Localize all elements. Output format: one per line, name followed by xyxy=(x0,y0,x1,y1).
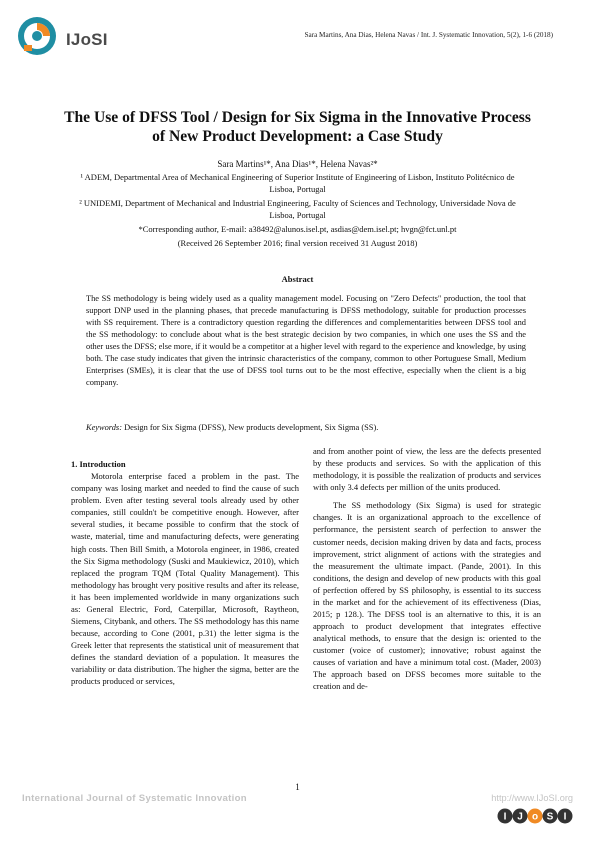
footer-url[interactable]: http://www.IJoSI.org xyxy=(491,793,573,803)
corresponding-author: *Corresponding author, E-mail: a38492@alunos.isel.pt, asdias@dem.isel.pt; hvgn@fct.unl.pt xyxy=(138,224,457,234)
author-list: Sara Martins¹*, Ana Dias¹*, Helena Navas²* xyxy=(217,159,378,169)
left-column xyxy=(71,458,299,687)
right-column xyxy=(313,445,541,693)
keywords-label: Keywords: xyxy=(86,423,122,432)
section-heading-introduction: 1. Introduction xyxy=(71,459,126,469)
footer-logo-letter: J xyxy=(517,811,523,823)
footer-logo-icon xyxy=(497,806,573,826)
body-paragraph: Motorola enterprise faced a problem in the past. The company was losing market and needed to find the cause of such problem. Even after testing several tools already used by other companies, still couldn't be competitive enough. However, after several studies, it became possible to confirm that the stock of waste, material, time and manufacturing defects, were generating high costs. Then Bill Smith, a Motorola engineer, in 1986, created the Six Sigma methodology (Suski and Maukiewicz, 2010), which replaced the program TQM (Total Quality Management). This methodology has brought very positive results and after its release, it has been implemented worldwide in many organizations such as: General Electric, Ford, Caterpillar, Microsoft, Raytheon, Siemens, Citybank, and others. The SS methodology has this name because, according to Cone (2001, p.31) the letter sigma is the Greek letter that represents the statistical unit of measurement that defines the standard deviation of a population. It measures the variability or data distribution. The higher the sigma, better are the products produced or services, xyxy=(71,471,299,687)
paper-title: The Use of DFSS Tool / Design for Six Sigma in the Innovative Process of New Product Development: a Case Study xyxy=(64,109,531,145)
footer-logo-letter: I xyxy=(563,811,567,823)
abstract-text: The SS methodology is being widely used as a quality management model. Focusing on "Zero Defects" production, the tool that support DNP used in the planning phases, that precede manufacturing is DFSS methodology, suitable for production processes with SS requirement. There is a contradictory question regarding the differences and complementarities between DFSS tool and the SS methodology: to conclude about what is the best strategic decision by two companies, in which one uses the SS and the other uses the DFSS; else more, if it would be a competitor at a higher level with regard to the experience and knowledge, by using both. The case study indicates that given the intrinsic characteristics of the company, common to other Portuguese Small, Medium Enterprises (SMEs), it is clear that the use of DFSS tool turns out to be the most effective, especially when the client is a big company. xyxy=(86,294,526,387)
keywords-list: Design for Six Sigma (DFSS), New products development, Six Sigma (SS). xyxy=(121,423,379,432)
keywords xyxy=(86,423,526,432)
affiliation-2: ² UNIDEMI, Department of Mechanical and Industrial Engineering, Faculty of Sciences and Technology, Universidade Nova de Lisboa, Portugal xyxy=(79,198,516,220)
affiliation-1: ¹ ADEM, Departmental Area of Mechanical Engineering of Superior Institute of Engineering of Lisbon, Instituto Politécnico de Lisboa, Portugal xyxy=(80,172,515,194)
body-paragraph: The SS methodology (Six Sigma) is used for strategic changes. It is an organizational approach to the excellence of performance, the persistent search of perfection to answer the customer needs, decision making driven by data and facts, process improvement, strict alignment of actions with the strategies and the measurement the ultimate impact. (Pande, 2001). In this conditions, the design and develop of new products with this goal of perfection offered by SS philosophy, is essential to its success in the market and for the achievement of its effectiveness (Dias, 2015; p 128.). The DFSS tool is an alternative to this, it is an approach to product development that integrates effective analytical methods, to ensure that the design is: oriented to the customer (voice of customer); innovative; robust against the causes of variation and have a minimum total cost. (Mader, 2003) The approach based on DFSS becomes more suitable to the creation and de- xyxy=(313,500,541,692)
footer-logo-letter: I xyxy=(503,811,507,823)
running-head: Sara Martins, Ana Dias, Helena Navas / Int. J. Systematic Innovation, 5(2), 1-6 (2018) xyxy=(304,31,553,39)
footer-logo-letter: S xyxy=(546,811,554,823)
received-dates: (Received 26 September 2016; final version received 31 August 2018) xyxy=(177,238,418,248)
page-number: 1 xyxy=(295,782,300,792)
footer-journal-name: International Journal of Systematic Innovation xyxy=(22,793,247,804)
footer-logo-letter: o xyxy=(531,811,539,823)
abstract-heading: Abstract xyxy=(281,274,314,284)
logo-text: IJoSI xyxy=(66,30,108,49)
body-paragraph: and from another point of view, the less are the defects presented by these products and services. So with the application of this methodology, it is possible the realization of products and services with only 3.4 defects per million of the units produced. xyxy=(313,446,541,493)
